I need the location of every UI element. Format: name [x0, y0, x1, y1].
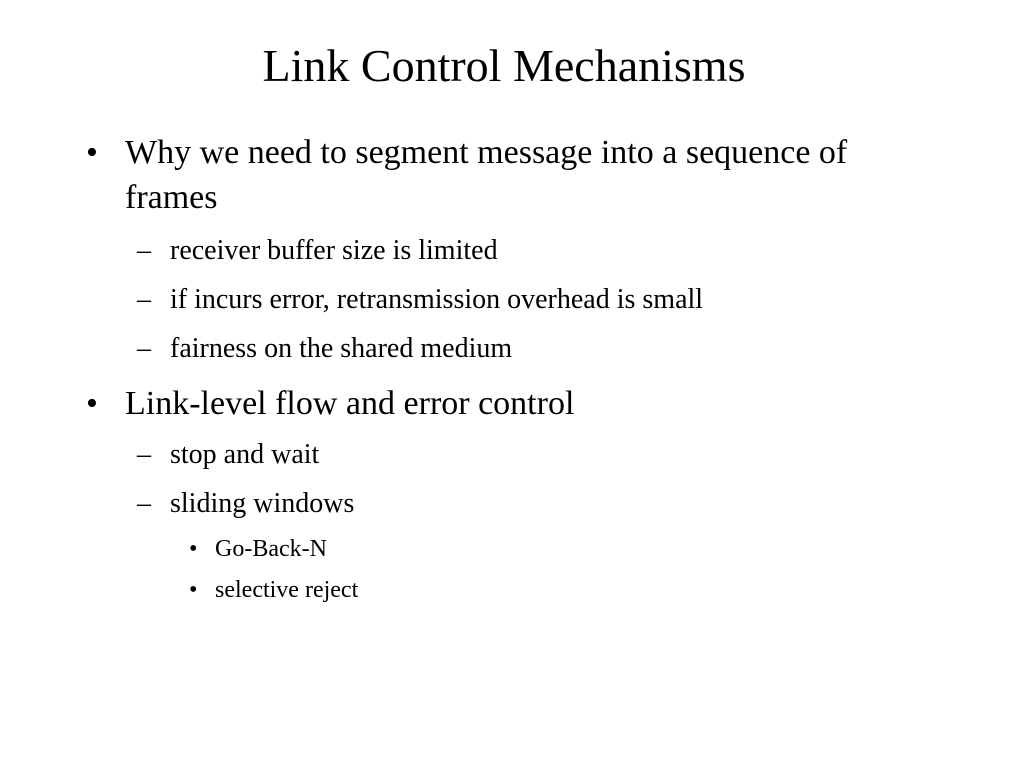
dash-marker: – — [137, 439, 151, 470]
bullet-marker: • — [86, 134, 98, 171]
sub-bullet-item — [137, 331, 950, 367]
bullet-marker: • — [189, 536, 198, 562]
bullet-marker: • — [86, 385, 98, 422]
dash-marker: – — [137, 284, 151, 315]
sub-sub-bullet-item — [189, 575, 915, 605]
bullet-marker: • — [189, 577, 198, 603]
dash-marker: – — [137, 235, 151, 266]
sub-bullet-text: stop and wait — [170, 439, 320, 470]
bullet-text: Why we need to segment message into a sequence of frames — [125, 134, 848, 216]
dash-marker: – — [137, 488, 151, 519]
sub-bullet-item — [137, 486, 950, 522]
bullet-text: Link-level flow and error control — [125, 385, 575, 422]
slide-title: Link Control Mechanisms — [262, 40, 746, 91]
sub-bullet-text: if incurs error, retransmission overhead is small — [170, 284, 704, 315]
sub-bullet-item — [137, 437, 950, 473]
sub-bullet-text: sliding windows — [170, 488, 355, 519]
sub-bullet-item — [137, 282, 950, 318]
sub-bullet-text: fairness on the shared medium — [170, 333, 513, 364]
dash-marker: – — [137, 333, 151, 364]
sub-bullet-text: receiver buffer size is limited — [170, 235, 498, 266]
sub-sub-bullet-text: Go-Back-N — [215, 536, 327, 562]
bullet-item — [86, 381, 945, 426]
sub-sub-bullet-item — [189, 534, 915, 564]
sub-sub-bullet-text: selective reject — [215, 577, 359, 603]
bullet-item — [86, 130, 945, 220]
sub-bullet-item — [137, 233, 950, 269]
